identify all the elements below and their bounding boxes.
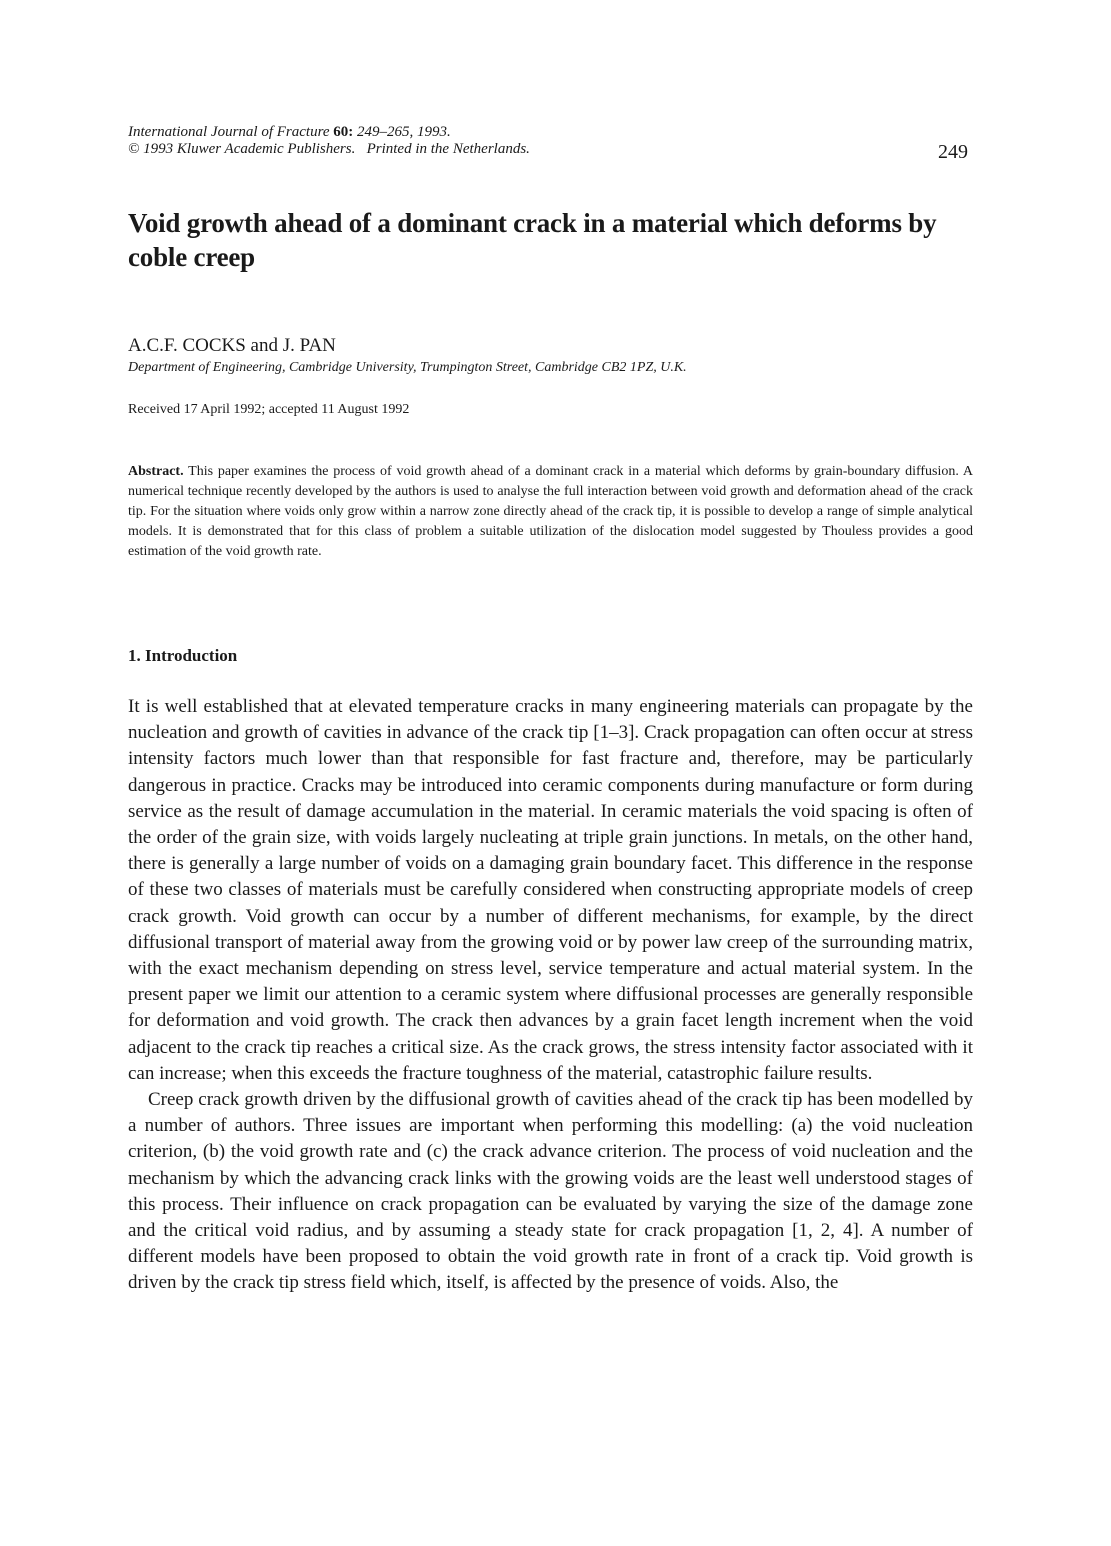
affiliation: Department of Engineering, Cambridge University, Trumpington Street, Cambridge CB2 1PZ, U.K. bbox=[128, 360, 687, 375]
section-heading: 1. Introduction bbox=[128, 646, 238, 665]
received-dates: Received 17 April 1992; accepted 11 August 1992 bbox=[128, 402, 410, 417]
abstract-text: This paper examines the process of void growth ahead of a dominant crack in a material which deforms by grain-boundary diffusion. A numerical technique recently developed by the authors is used to analyse the full interaction between void growth and deformation ahead of the crack tip. For the situation where voids only grow within a narrow zone directly ahead of the crack tip, it is possible to develop a range of simple analytical models. It is demonstrated that for this class of problem a suitable utilization of the dislocation model suggested by Thouless provides a good estimation of the void growth rate. bbox=[128, 464, 973, 559]
journal-header bbox=[128, 124, 530, 158]
journal-name: International Journal of Fracture bbox=[128, 124, 334, 140]
paragraph: Creep crack growth driven by the diffusional growth of cavities ahead of the crack tip has been modelled by a number of authors. Three issues are important when performing this modelling: (a) the void nucleation criterion, (b) the void growth rate and (c) the crack advance criterion. The process of void nucleation and the mechanism by which the advancing crack links with the growing voids are the least well understood stages of this process. Their influence on crack propagation can be evaluated by varying the size of the damage zone and the critical void radius, and by assuming a steady state for crack propagation [1, 2, 4]. A number of different models have been proposed to obtain the void growth rate in front of a crack tip. Void growth is driven by the crack tip stress field which, itself, is affected by the presence of voids. Also, the bbox=[128, 1089, 973, 1294]
page-number: 249 bbox=[938, 141, 968, 163]
paper-title: Void growth ahead of a dominant crack in a material which deforms by coble creep bbox=[128, 208, 937, 272]
journal-citation-line bbox=[128, 124, 530, 141]
body-text bbox=[128, 694, 973, 1297]
paragraph: It is well established that at elevated temperature cracks in many engineering materials can propagate by the nucleation and growth of cavities in advance of the crack tip [1–3]. Crack propagation can often occur at stress intensity factors much lower than that responsible for fast fracture and, therefore, may be particularly dangerous in practice. Cracks may be introduced into ceramic components during manufacture or form during service as the result of damage accumulation in the material. In ceramic materials the void spacing is often of the order of the grain size, with voids largely nucleating at triple grain junctions. In metals, on the other hand, there is generally a large number of voids on a damaging grain boundary facet. This difference in the response of these two classes of materials must be carefully considered when constructing appropriate models of creep crack growth. Void growth can occur by a number of different mechanisms, for example, by the direct diffusional transport of material away from the growing void or by power law creep of the surrounding matrix, with the exact mechanism depending on stress level, service temperature and actual material system. In the present paper we limit our attention to a ceramic system where diffusional processes are generally responsible for deformation and void growth. The crack then advances by a grain facet length increment when the void adjacent to the crack tip reaches a critical size. As the crack grows, the stress intensity factor associated with it can increase; when this exceeds the fracture toughness of the material, catastrophic failure results. bbox=[128, 696, 973, 1084]
journal-pages-year: 249–265, 1993. bbox=[353, 124, 451, 140]
copyright-line: © 1993 Kluwer Academic Publishers. Printed in the Netherlands. bbox=[128, 141, 530, 157]
journal-volume: 60: bbox=[333, 124, 354, 140]
abstract-label: Abstract. bbox=[128, 464, 184, 479]
abstract bbox=[128, 462, 973, 562]
authors: A.C.F. COCKS and J. PAN bbox=[128, 335, 336, 356]
